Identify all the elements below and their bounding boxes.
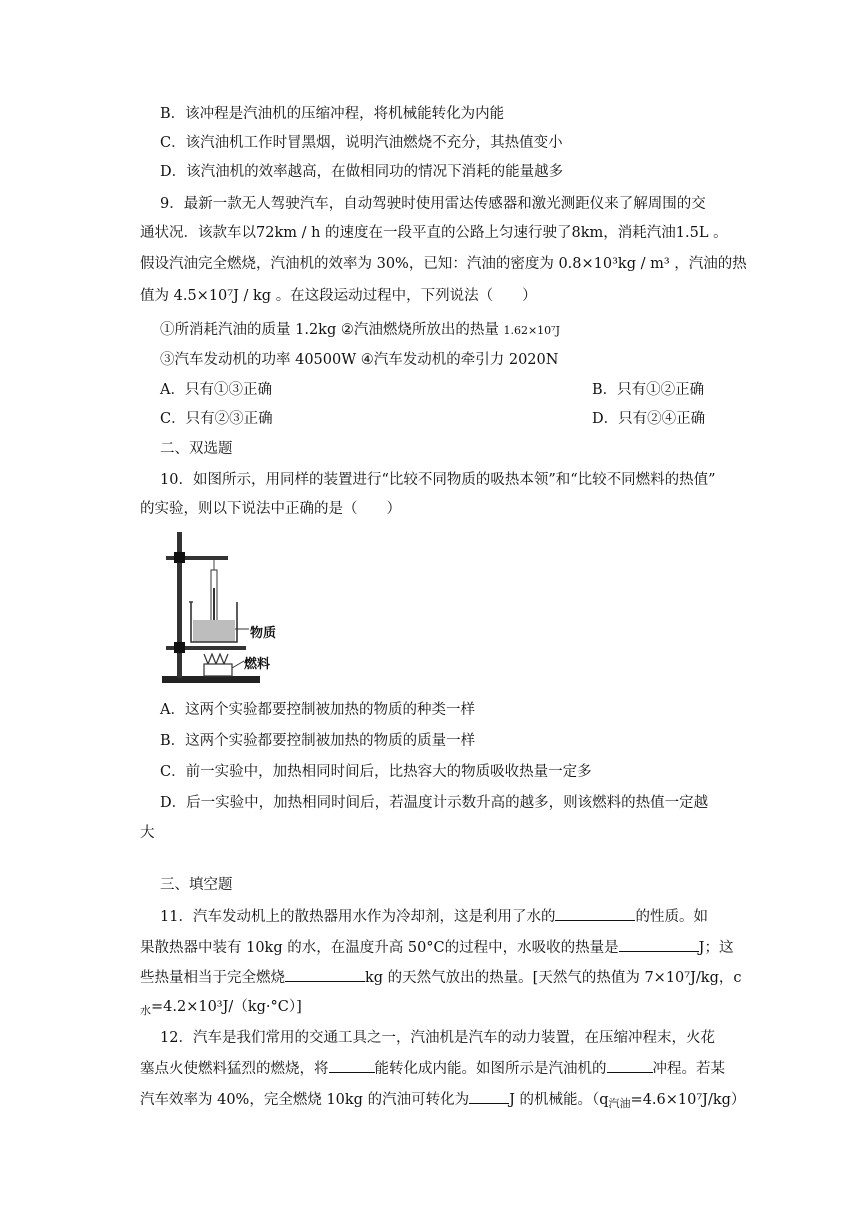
q12-line3-tail: =4.6×10⁷J/kg） — [630, 1092, 746, 1108]
q12-blank-3[interactable] — [469, 1089, 509, 1104]
q9-stem-line1: 9．最新一款无人驾驶汽车，自动驾驶时使用雷达传感器和激光测距仪来了解周围的交 — [160, 196, 706, 212]
q12-line3 — [140, 1089, 745, 1114]
q9-statement-1-2-text: ①所消耗汽油的质量 1.2kg ②汽油燃烧所放出的热量 — [160, 322, 499, 338]
q8-option-d: D．该汽油机的效率越高，在做相同功的情况下消耗的能量越多 — [160, 164, 564, 180]
q9-stem-line3 — [140, 254, 747, 274]
q8-option-c: C．该汽油机工作时冒黑烟，说明汽油燃烧不充分，其热值变小 — [160, 135, 563, 151]
q11-water-subscript: 水 — [140, 1004, 151, 1017]
flame — [204, 654, 228, 664]
q10-option-d-line2: 大 — [140, 825, 155, 841]
q9-option-row-2 — [160, 409, 706, 429]
q9-option-d: D．只有②④正确 — [592, 411, 706, 427]
figure-label-fuel: 燃料 — [244, 657, 271, 672]
q12-line1: 12．汽车是我们常用的交通工具之一，汽油机是汽车的动力装置，在压缩冲程末，火花 — [160, 1030, 715, 1046]
q11-line2 — [140, 937, 733, 958]
q12-line2-text: 塞点火使燃料猛烈的燃烧，将 — [140, 1061, 329, 1077]
q11-line4 — [140, 997, 302, 1021]
beaker-liquid — [193, 620, 235, 642]
q9-stem-line3-text: 假设汽油完全燃烧，汽油机的效率为 30%，已知：汽油的密度为 — [140, 256, 554, 272]
q10-option-b: B．这两个实验都要控制被加热的物质的质量一样 — [160, 733, 476, 749]
base-plate — [162, 676, 260, 683]
q9-stem-line4 — [140, 286, 537, 306]
q9-option-b: B．只有①②正确 — [592, 382, 705, 398]
q12-line3-mid: J 的机械能。（q — [509, 1092, 609, 1108]
q9-heat-value: 4.5×10⁷J / kg — [173, 288, 272, 304]
burner — [204, 664, 232, 676]
q12-line2-tail: 冲程。若某 — [652, 1061, 725, 1077]
q10-option-c: C．前一实验中，加热相同时间后，比热容大的物质吸收热量一定多 — [160, 764, 592, 780]
figure-label-substance: 物质 — [250, 626, 277, 641]
q12-blank-1[interactable] — [329, 1058, 375, 1073]
q11-line3 — [140, 967, 741, 988]
q9-statement-1-2 — [160, 320, 560, 341]
q9-stem-line4-text: 值为 — [140, 288, 169, 304]
q12-blank-2[interactable] — [607, 1058, 653, 1073]
section-heading-fill-blank: 三、填空题 — [160, 877, 233, 893]
q11-blank-2[interactable] — [619, 937, 699, 952]
q11-blank-3[interactable] — [285, 967, 365, 982]
q11-line1-tail: 的性质。如 — [635, 909, 708, 925]
q11-line1-text: 11．汽车发动机上的散热器用水作为冷却剂，这是利用了水的 — [160, 909, 556, 925]
q12-gasoline-subscript: 汽油 — [608, 1097, 631, 1110]
lower-clamp — [174, 642, 185, 653]
q11-line2-text: 果散热器中装有 10kg 的水，在温度升高 50°C的过程中，水吸收的热量是 — [140, 940, 619, 956]
q11-blank-1[interactable] — [555, 906, 635, 921]
q11-line1 — [160, 906, 708, 927]
q9-stem-line2: 通状况．该款车以72km / h 的速度在一段平直的公路上匀速行驶了8km，消耗汽油1.5L 。 — [140, 225, 728, 241]
q10-option-d-line1: D．后一实验中，加热相同时间后，若温度计示数升高的越多，则该燃料的热值一定越 — [160, 795, 709, 811]
q9-option-c: C．只有②③正确 — [160, 411, 273, 427]
q8-option-b: B．该冲程是汽油机的压缩冲程，将机械能转化为内能 — [160, 106, 505, 122]
q11-line4-text: =4.2×10³J/（kg·°C）] — [151, 999, 302, 1015]
q12-line2-mid: 能转化成内能。如图所示是汽油机的 — [374, 1061, 607, 1077]
fuel-pointer — [232, 661, 244, 668]
q12-line3-text: 汽车效率为 40%，完全燃烧 10kg 的汽油可转化为 — [140, 1092, 470, 1108]
q10-stem-line2: 的实验，则以下说法中正确的是（ ） — [140, 501, 401, 517]
q9-option-a: A．只有①③正确 — [160, 382, 272, 398]
q10-stem-line1: 10．如图所示，用同样的装置进行“比较不同物质的吸热本领”和“比较不同燃料的热值” — [160, 472, 716, 488]
q9-option-row-1 — [160, 380, 705, 400]
q11-line3-tail: kg 的天然气放出的热量。[天然气的热值为 7×10⁷J/kg，c — [365, 970, 742, 986]
q10-apparatus-figure — [158, 528, 288, 690]
upper-clamp — [174, 552, 185, 563]
q9-density-value: 0.8×10³kg / m³ — [558, 256, 670, 272]
section-heading-double-choice: 二、双选题 — [160, 441, 233, 457]
q10-option-a: A．这两个实验都要控制被加热的物质的种类一样 — [160, 702, 475, 718]
q11-line2-tail: J；这 — [698, 940, 734, 956]
q9-statement-3-4: ③汽车发动机的功率 40500W ④汽车发动机的牵引力 2020N — [160, 352, 559, 368]
q9-statement-2-value: 1.62×10⁷J — [503, 324, 560, 337]
q11-line3-text: 些热量相当于完全燃烧 — [140, 970, 285, 986]
q9-stem-line3-tail: ，汽油的热 — [674, 256, 747, 272]
q12-line2 — [140, 1058, 725, 1079]
q9-stem-line4-tail: 。在这段运动过程中，下列说法（ ） — [275, 288, 537, 304]
